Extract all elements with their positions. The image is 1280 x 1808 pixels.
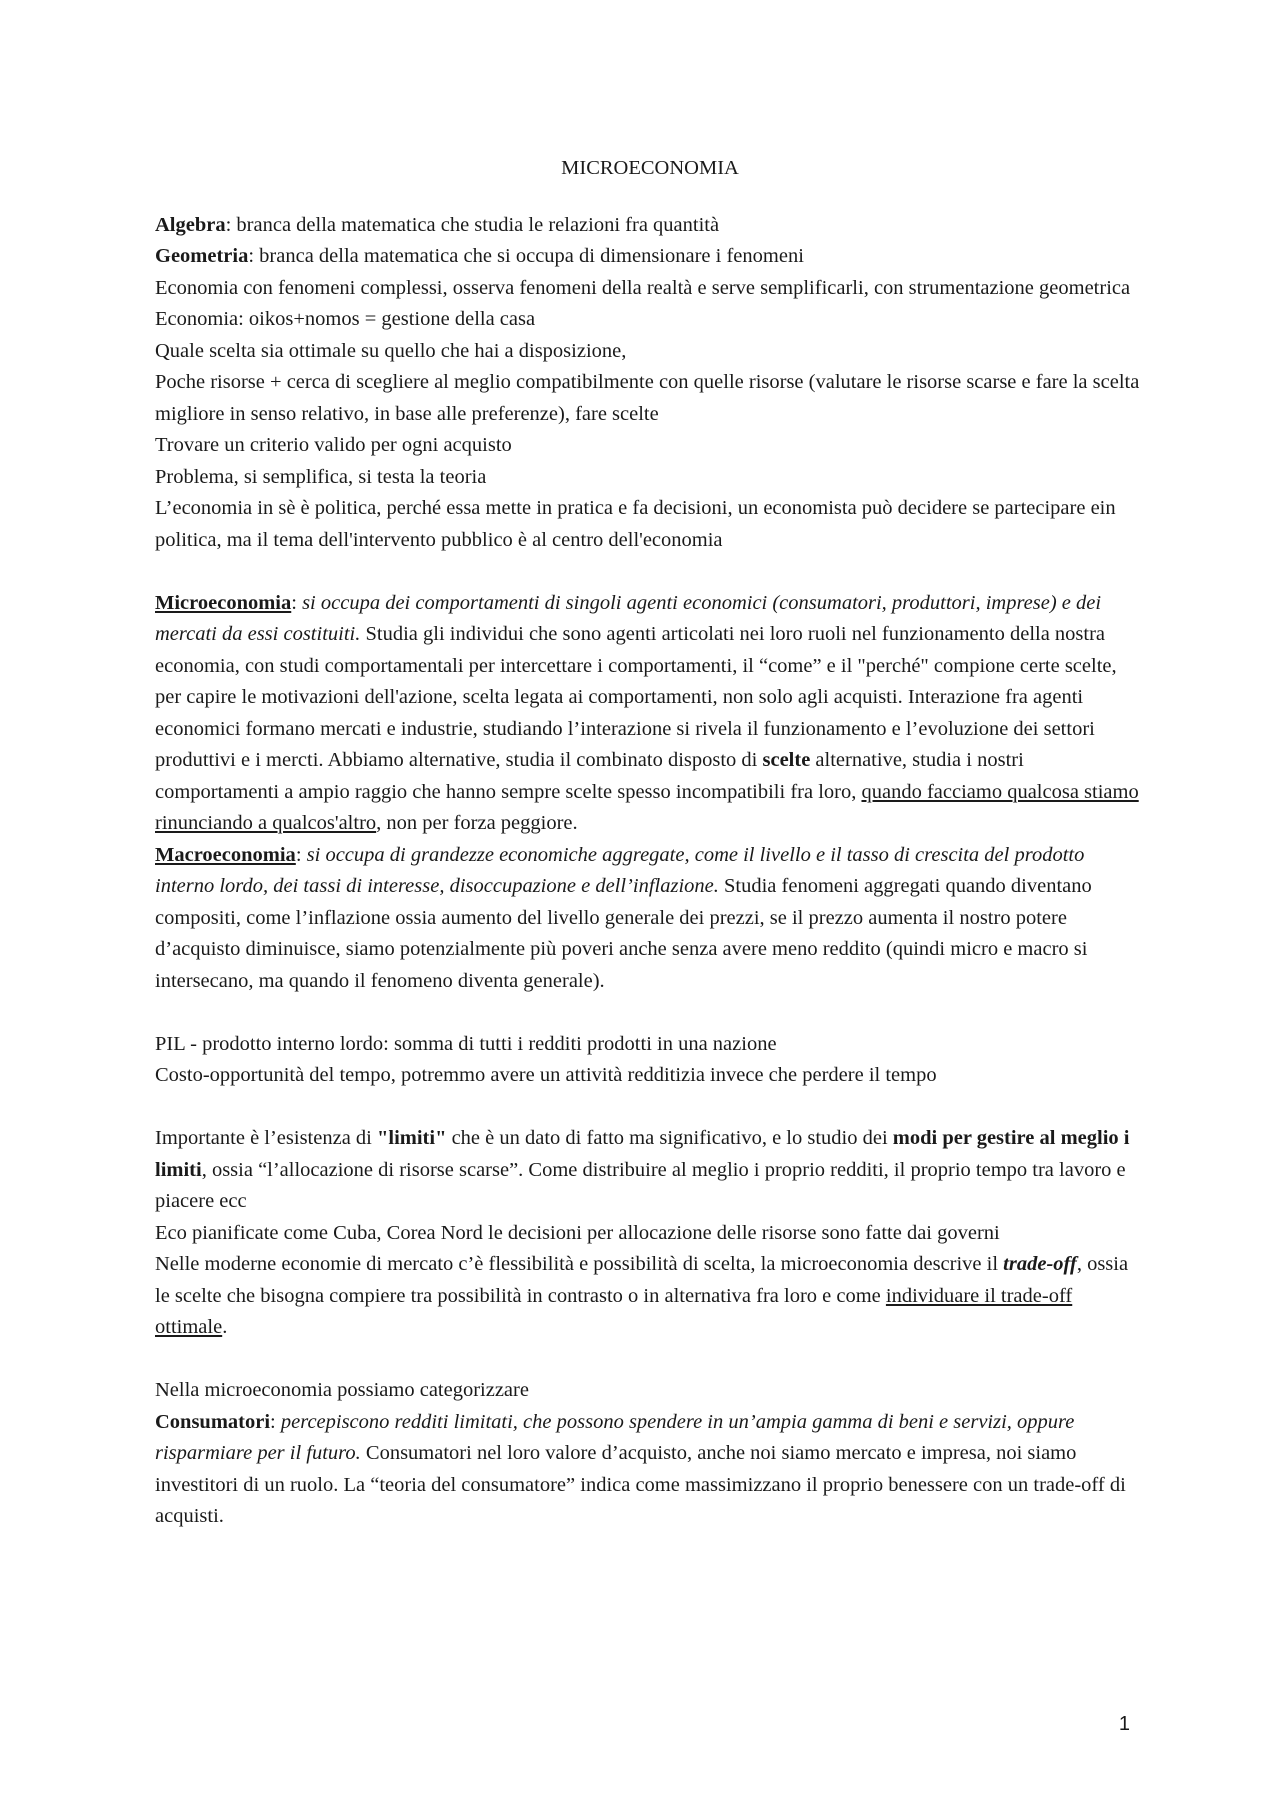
term-consumatori: Consumatori	[155, 1410, 271, 1433]
paragraph-line: Problema, si semplifica, si testa la teoria	[155, 465, 487, 488]
term-algebra: Algebra	[155, 213, 226, 236]
microeconomia-paragraph: Microeconomia: si occupa dei comportamenti di singoli agenti economici (consumatori, produttori, imprese) e dei mercati da essi costituiti. Studia gli individui che sono agenti articolati nei loro ruoli nel funzionamento della nostra economia, con studi comportamentali per intercettare i comportamenti, il “come” e il "perché" compione certe scelte, per capire le motivazioni dell'azione, scelta legata ai comportamenti, non solo agli acquisti. Interazione fra agenti economici formano mercati e industrie, studiando l’interazione si rivela il funzionamento e l’evoluzione dei settori produttivi e i mercti. Abbiamo alternative, studia il combinato disposto di scelte alternative, studia i nostri comportamenti a ampio raggio che hanno sempre scelte spesso incompatibili fra loro, quando facciamo qualcosa stiamo rinunciando a qualcos'altro, non per forza peggiore.	[155, 591, 1139, 834]
paragraph-line: Eco pianificate come Cuba, Corea Nord le decisioni per allocazione delle risorse sono fatte dai governi	[155, 1221, 1000, 1244]
paragraph-line: Quale scelta sia ottimale su quello che hai a disposizione,	[155, 339, 627, 362]
paragraph-line: L’economia in sè è politica, perché essa mette in pratica e fa decisioni, un economista può decidere se partecipare ein politica, ma il tema dell'intervento pubblico è al centro dell'economia	[155, 497, 1116, 551]
definition-macroeconomia: si occupa di grandezze economiche aggregate, come il livello e il tasso di crescita del prodotto interno lordo, dei tassi di interesse, disoccupazione e dell’inflazione.	[155, 843, 1085, 897]
limiti-paragraph: Importante è l’esistenza di "limiti" che è un dato di fatto ma significativo, e lo studio dei modi per gestire al meglio i limiti, ossia “l’allocazione di risorse scarse”. Come distribuire al meglio i proprio redditi, il proprio tempo tra lavoro e piacere ecc	[155, 1127, 1130, 1212]
costo-opportunita-line: Costo-opportunità del tempo, potremmo avere un attività redditizia invece che perdere il tempo	[155, 1064, 937, 1086]
page-title: MICROECONOMIA	[561, 157, 739, 179]
term-macroeconomia: Macroeconomia	[155, 843, 296, 866]
consumatori-paragraph: Consumatori: percepiscono redditi limitati, che possono spendere in un’ampia gamma di beni e servizi, oppure risparmiare per il futuro. Consumatori nel loro valore d’acquisto, anche noi siamo mercato e impresa, noi siamo investitori di un ruolo. La “teoria del consumatore” indica come massimizzano il proprio benessere con un trade-off di acquisti.	[155, 1410, 1126, 1527]
spacer	[155, 1092, 1145, 1124]
document-body	[155, 153, 1145, 1533]
spacer	[155, 1344, 1145, 1376]
trade-off-paragraph: Nelle moderne economie di mercato c’è flessibilità e possibilità di scelta, la microeconomia descrive il trade-off, ossia le scelte che bisogna compiere tra possibilità in contrasto o in alternativa fra loro e come individuare il trade-off ottimale.	[155, 1253, 1129, 1338]
term-microeconomia: Microeconomia	[155, 591, 292, 614]
algebra-line: Algebra: branca della matematica che studia le relazioni fra quantità	[155, 213, 720, 236]
paragraph-line: Economia: oikos+nomos = gestione della casa	[155, 308, 536, 330]
paragraph-line: Nella microeconomia possiamo categorizzare	[155, 1379, 529, 1401]
paragraph-line: Economia con fenomeni complessi, osserva fenomeni della realtà e serve semplificarli, con strumentazione geometrica	[155, 276, 1131, 299]
paragraph-line: Trovare un criterio valido per ogni acquisto	[155, 434, 512, 456]
paragraph-line: Poche risorse + cerca di scegliere al meglio compatibilmente con quelle risorse (valutare le risorse scarse e fare la scelta migliore in senso relativo, in base alle preferenze), fare scelte	[155, 371, 1140, 425]
geometria-line: Geometria: branca della matematica che si occupa di dimensionare i fenomeni	[155, 245, 804, 267]
definition-microeconomia: si occupa dei comportamenti di singoli agenti economici (consumatori, produttori, imprese) e dei mercati da essi costituiti.	[155, 591, 1102, 645]
term-geometria: Geometria	[155, 245, 249, 267]
pil-line: PIL - prodotto interno lordo: somma di tutti i redditi prodotti in una nazione	[155, 1032, 777, 1055]
macroeconomia-paragraph: Macroeconomia: si occupa di grandezze economiche aggregate, come il livello e il tasso di crescita del prodotto interno lordo, dei tassi di interesse, disoccupazione e dell’inflazione. Studia fenomeni aggregati quando diventano compositi, come l’inflazione ossia aumento del livello generale dei prezzi, se il prezzo aumenta il nostro potere d’acquisto diminuisce, siamo potenzialmente più poveri anche senza avere meno reddito (quindi micro e macro si intersecano, ma quando il fenomeno diventa generale).	[155, 843, 1092, 992]
definition-consumatori: percepiscono redditi limitati, che possono spendere in un’ampia gamma di beni e servizi, oppure risparmiare per il futuro.	[155, 1410, 1075, 1464]
spacer	[155, 556, 1145, 588]
spacer	[155, 997, 1145, 1029]
page-number: 1	[1118, 1713, 1130, 1735]
term-trade-off: trade-off	[1003, 1253, 1077, 1275]
